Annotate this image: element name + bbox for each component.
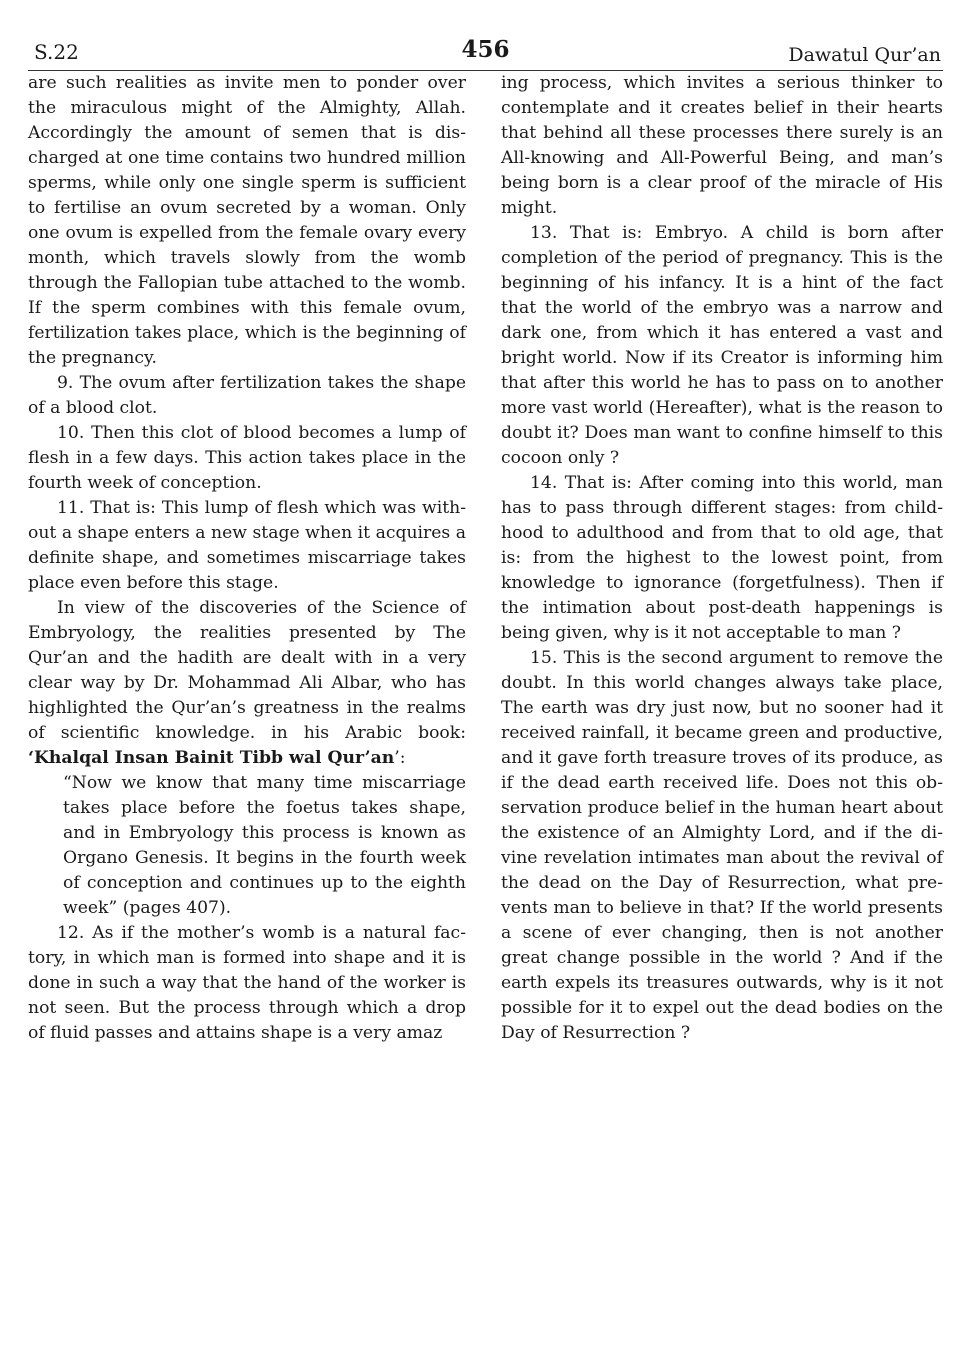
block-quote: “Now we know that many time miscarriage takes place before the foetus takes shape, and in Embryology this process is known as Organo Genesis. It begins in the fourth week of conception and continues up to the eighth week” (pages 407).	[63, 773, 466, 918]
paragraph-continuation: are such realities as invite men to ponder over the miraculous might of the Almighty, Allah. Accordingly the amount of semen that is discharged at one time contains two hundred million sperms, while only one single sperm is sufficient to fertilise an ovum secreted by a woman. Only one ovum is expelled from the female ovary every month, which travels slowly from the womb through the Fallopian tube attached to the womb. If the sperm combines with this female ovum, fertilization takes place, which is the beginning of the pregnancy.	[28, 73, 466, 368]
embryology-paragraph	[28, 596, 466, 771]
book-title-arabic: ‘Khalqal Insan Bainit Tibb wal Qur’an	[28, 748, 395, 768]
note-11: 11. That is: This lump of flesh which was without a shape enters a new stage when it acquires a definite shape, and sometimes miscarriage takes place even before this stage.	[28, 498, 466, 593]
book-title: Dawatul Qur’an	[788, 44, 941, 66]
paragraph-continuation-right: ing process, which invites a serious thinker to contemplate and it creates belief in their hearts that behind all these processes there surely is an All-knowing and All-Powerful Being, and man’s being born is a clear proof of the miracle of His might.	[501, 73, 943, 218]
note-14: 14. That is: After coming into this world, man has to pass through different stages: from childhood to adulthood and from that to old age, that is: from the highest to the lowest point, from knowledge to ignorance (forgetfulness). Then if the intimation about post-death happenings is being given, why is it not acceptable to man ?	[501, 473, 943, 643]
page-header	[28, 36, 943, 71]
note-15: 15. This is the second argument to remove the doubt. In this world changes always take place, The earth was dry just now, but no sooner had it received rainfall, it became green and productive, and it gave forth treasure troves of its produce, as if the dead earth received life. Does not this observation produce belief in the human heart about the existence of an Almighty Lord, and if the divine revelation intimates man about the revival of the dead on the Day of Resurrection, what prevents man to believe in that? If the world presents a scene of ever changing, then is not another great change possible in the world ? And if the earth expels its treasures outwards, why is it not possible for it to expel out the dead bodies on the Day of Resurrection ?	[501, 648, 943, 1043]
note-9: 9. The ovum after fertilization takes the shape of a blood clot.	[28, 373, 466, 418]
surah-label: S.22	[34, 40, 79, 64]
embryology-text-end: ’:	[394, 748, 406, 768]
note-10: 10. Then this clot of blood becomes a lump of flesh in a few days. This action takes place in the fourth week of conception.	[28, 423, 466, 493]
note-12: 12. As if the mother’s womb is a natural factory, in which man is formed into shape and it is done in such a way that the hand of the worker is not seen. But the process through which a drop of fluid passes and attains shape is a very amaz	[28, 923, 466, 1043]
page-number: 456	[461, 36, 510, 63]
embryology-text: In view of the discoveries of the Science of Embryology, the realities presented by The Qur’an and the hadith are dealt with in a very clear way by Dr. Mohammad Ali Albar, who has highlighted the Qur’an’s greatness in the realms of scientific knowledge. in his Arabic book:	[28, 598, 466, 743]
left-column	[28, 71, 466, 1046]
right-column	[501, 71, 943, 1046]
note-13: 13. That is: Embryo. A child is born after completion of the period of pregnancy. This is the beginning of his infancy. It is a hint of the fact that the world of the embryo was a narrow and dark one, from which it has entered a vast and bright world. Now if its Creator is informing him that after this world he has to pass on to another more vast world (Hereafter), what is the reason to doubt it? Does man want to confine himself to this cocoon only ?	[501, 223, 943, 468]
